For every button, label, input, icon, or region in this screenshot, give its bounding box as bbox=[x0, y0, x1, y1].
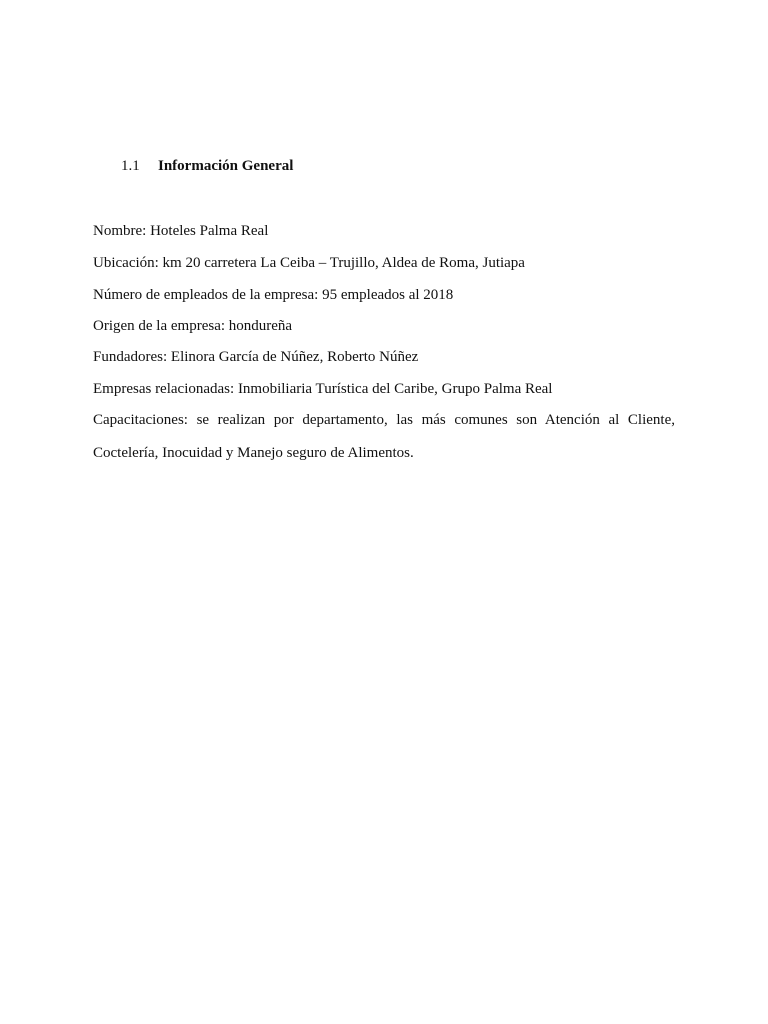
field-capacitaciones-line2: Coctelería, Inocuidad y Manejo seguro de Alimentos. bbox=[93, 445, 414, 461]
field-numero-empleados: Número de empleados de la empresa: 95 empleados al 2018 bbox=[93, 287, 454, 303]
section-number: 1.1 bbox=[121, 158, 140, 174]
field-capacitaciones-line1: Capacitaciones: se realizan por departamento, las más comunes son Atención al Cliente, bbox=[93, 412, 675, 428]
field-nombre: Nombre: Hoteles Palma Real bbox=[93, 223, 269, 239]
field-fundadores: Fundadores: Elinora García de Núñez, Roberto Núñez bbox=[93, 349, 419, 365]
field-empresas-relacionadas: Empresas relacionadas: Inmobiliaria Turística del Caribe, Grupo Palma Real bbox=[93, 381, 553, 397]
field-origen: Origen de la empresa: hondureña bbox=[93, 318, 293, 334]
field-ubicacion: Ubicación: km 20 carretera La Ceiba – Trujillo, Aldea de Roma, Jutiapa bbox=[93, 255, 525, 271]
section-heading bbox=[121, 156, 293, 176]
section-title: Información General bbox=[158, 158, 294, 174]
